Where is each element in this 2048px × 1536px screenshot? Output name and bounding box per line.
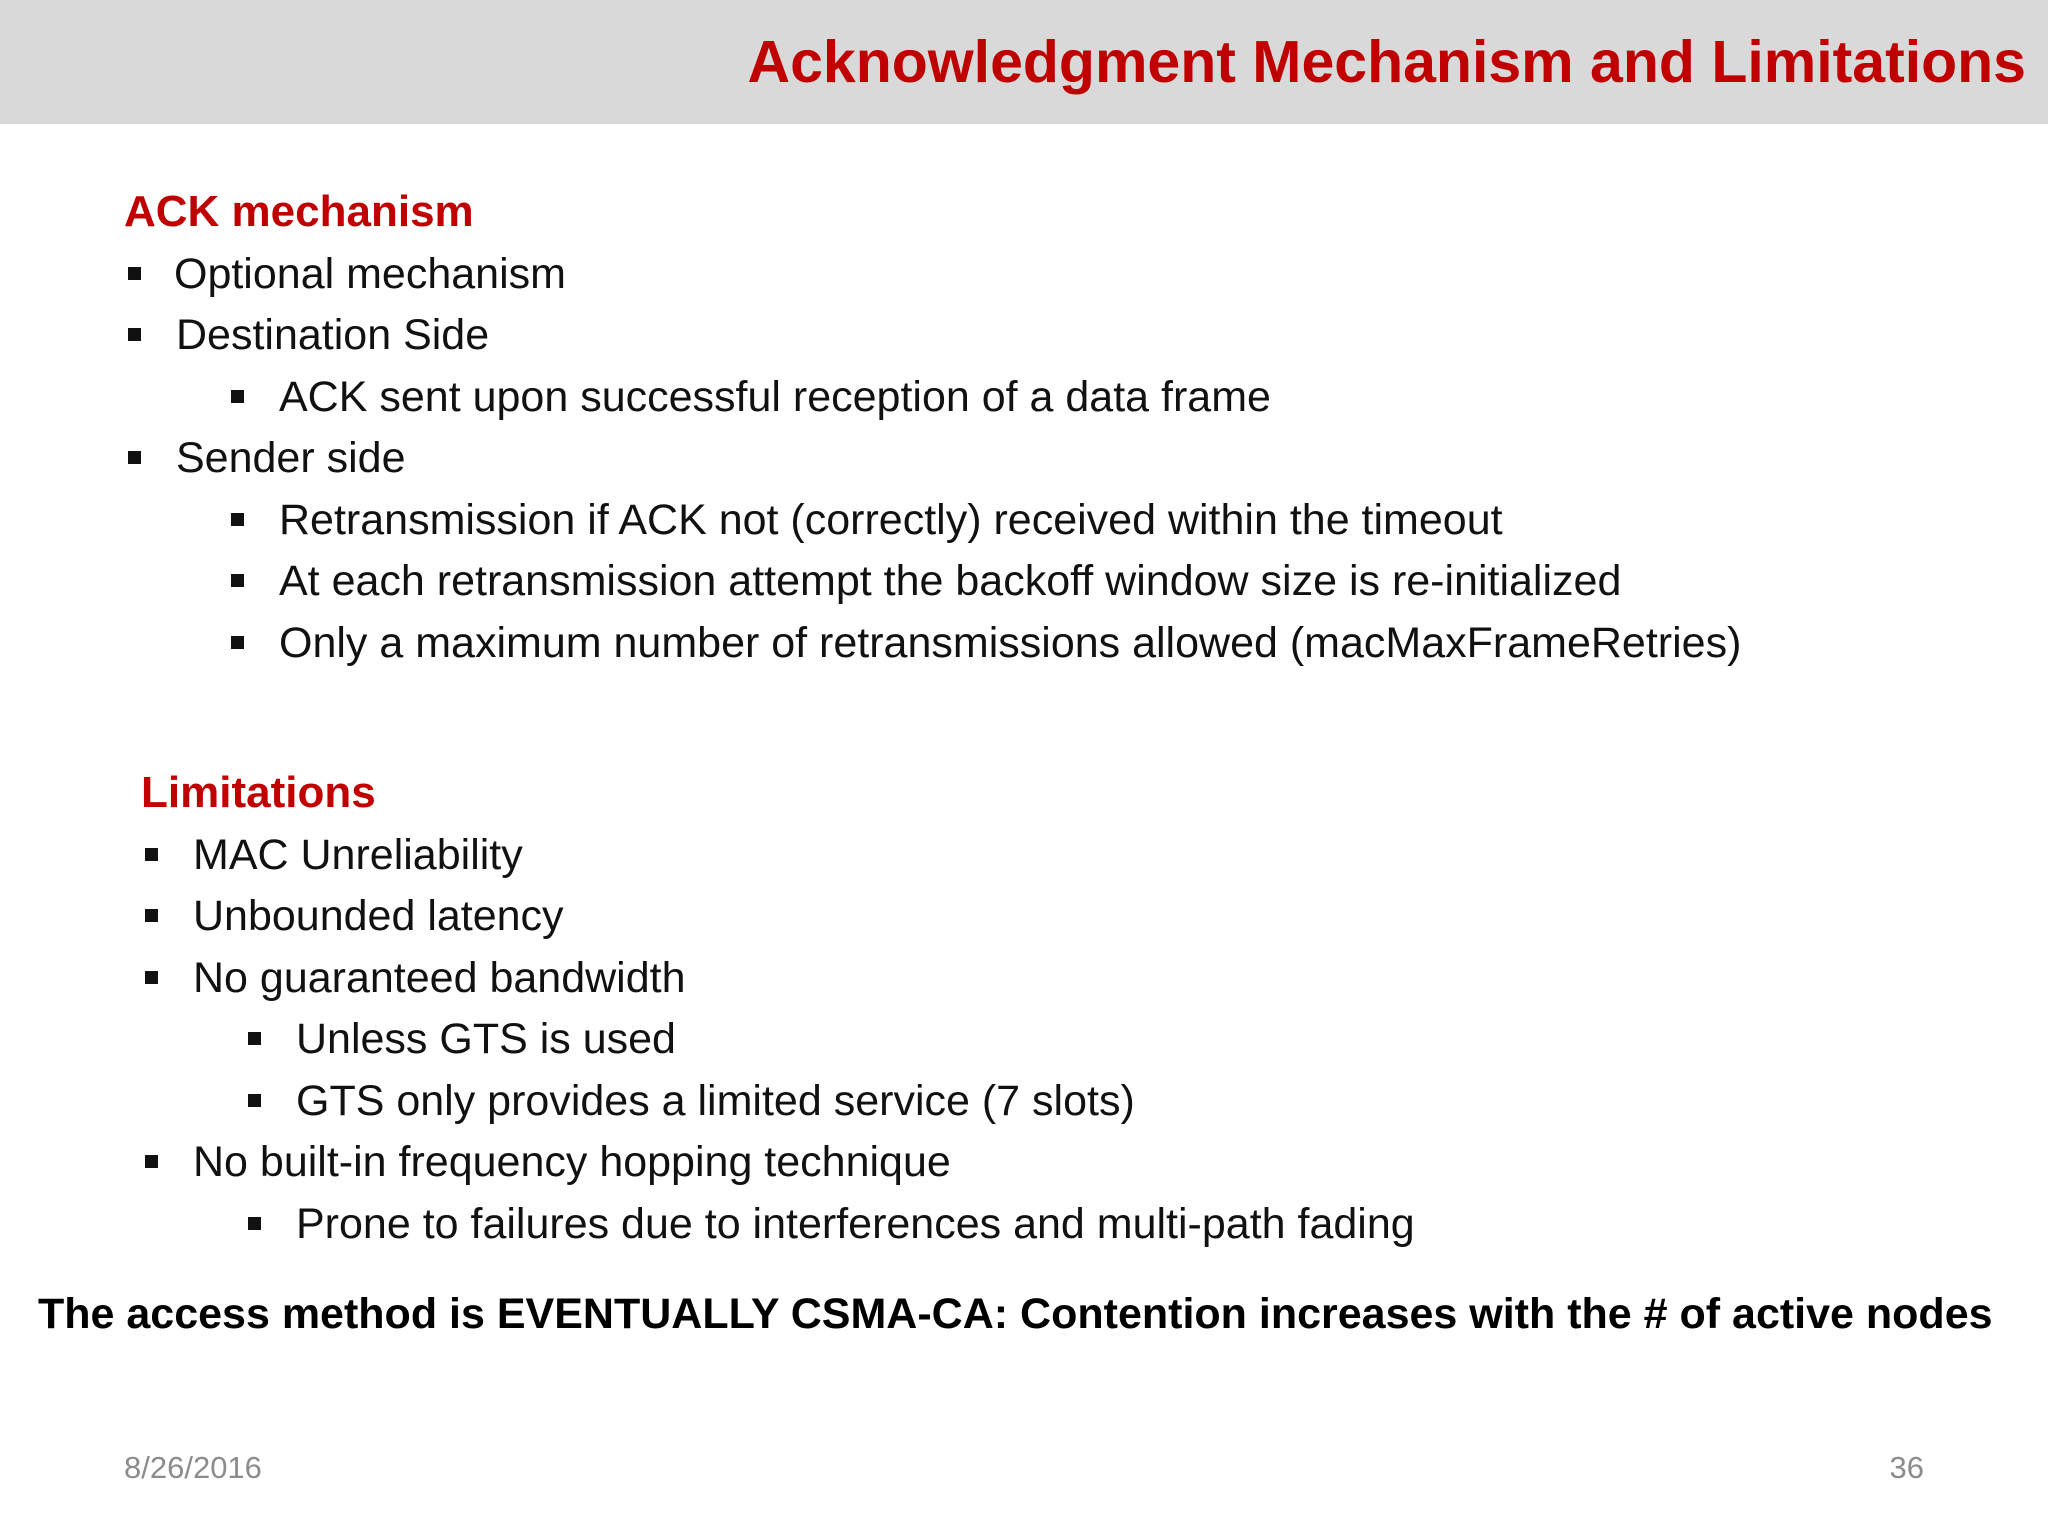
square-bullet-icon (248, 1032, 261, 1045)
square-bullet-icon (248, 1094, 261, 1107)
limitations-heading: Limitations (141, 768, 376, 817)
square-bullet-icon (128, 328, 141, 341)
conclusion-statement: The access method is EVENTUALLY CSMA-CA: Contention increases with the # of active nodes (38, 1290, 1993, 1338)
slide-title: Acknowledgment Mechanism and Limitations (747, 29, 2026, 95)
footer-page-number: 36 (1889, 1450, 1924, 1485)
square-bullet-icon (128, 267, 141, 280)
square-bullet-icon (231, 636, 244, 649)
square-bullet-icon (231, 574, 244, 587)
square-bullet-icon (145, 848, 158, 861)
title-bar (0, 0, 2048, 124)
square-bullet-icon (231, 513, 244, 526)
square-bullet-icon (128, 451, 141, 464)
square-bullet-icon (145, 1155, 158, 1168)
square-bullet-icon (145, 909, 158, 922)
square-bullet-icon (231, 390, 244, 403)
ack-mechanism-heading: ACK mechanism (124, 187, 474, 236)
square-bullet-icon (145, 971, 158, 984)
footer-date: 8/26/2016 (124, 1450, 262, 1485)
square-bullet-icon (248, 1217, 261, 1230)
